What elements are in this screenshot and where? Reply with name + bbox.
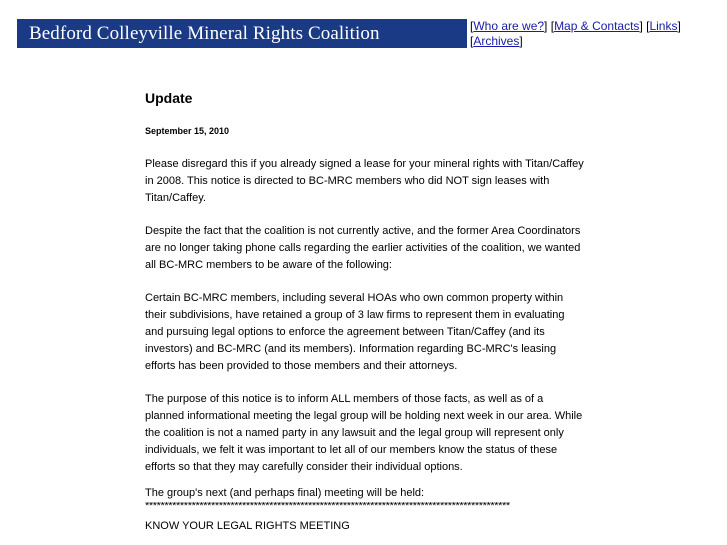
article-content	[145, 90, 585, 534]
nav-link-archives[interactable]: Archives	[473, 34, 520, 48]
bracket-sep: ] [	[544, 19, 555, 33]
nav-link-who-are-we[interactable]: Who are we?	[473, 19, 545, 33]
site-title: Bedford Colleyville Mineral Rights Coalition	[29, 23, 380, 44]
page-title: Update	[145, 90, 193, 106]
nav-link-map-contacts[interactable]: Map & Contacts	[554, 19, 640, 33]
site-banner	[17, 19, 467, 48]
bracket-sep: ] [	[639, 19, 650, 33]
top-navigation	[470, 19, 720, 49]
meeting-heading: KNOW YOUR LEGAL RIGHTS MEETING	[145, 520, 350, 532]
bracket-close: ]	[519, 34, 523, 48]
article-paragraph: The purpose of this notice is to inform ALL members of those facts, as well as of a planned informational meeting the legal group will be holding next week in our area. While the coalition is not a named party in any lawsuit and the legal group will represent only individuals, we felt it was important to let all of our members know the status of these efforts so that they may carefully consider their individual options.	[145, 393, 583, 473]
article-paragraph: Certain BC-MRC members, including several HOAs who own common property within their subdivisions, have retained a group of 3 law firms to represent them in evaluating and pursuing legal options to enforce the agreement between Titan/Caffey (and its investors) and BC-MRC (and its members). Information regarding BC-MRC's leasing efforts has been provided to those members and their attorneys.	[145, 292, 565, 372]
post-date: September 15, 2010	[145, 126, 230, 136]
asterisk-divider: **********************************************************************************************	[145, 502, 510, 512]
article-paragraph: Please disregard this if you already signed a lease for your mineral rights with Titan/Caffey in 2008. This notice is directed to BC-MRC members who did NOT sign leases with Titan/Caffey.	[145, 158, 584, 204]
article-paragraph: The group's next (and perhaps final) meeting will be held:	[145, 487, 425, 499]
article-paragraph: Despite the fact that the coalition is not currently active, and the former Area Coordinators are no longer taking phone calls regarding the earlier activities of the coalition, we wanted all BC-MRC members to be aware of the following:	[145, 225, 581, 271]
nav-link-links[interactable]: Links	[649, 19, 678, 33]
bracket-sep: ] [	[470, 19, 681, 48]
bracket-open: [	[470, 19, 474, 33]
